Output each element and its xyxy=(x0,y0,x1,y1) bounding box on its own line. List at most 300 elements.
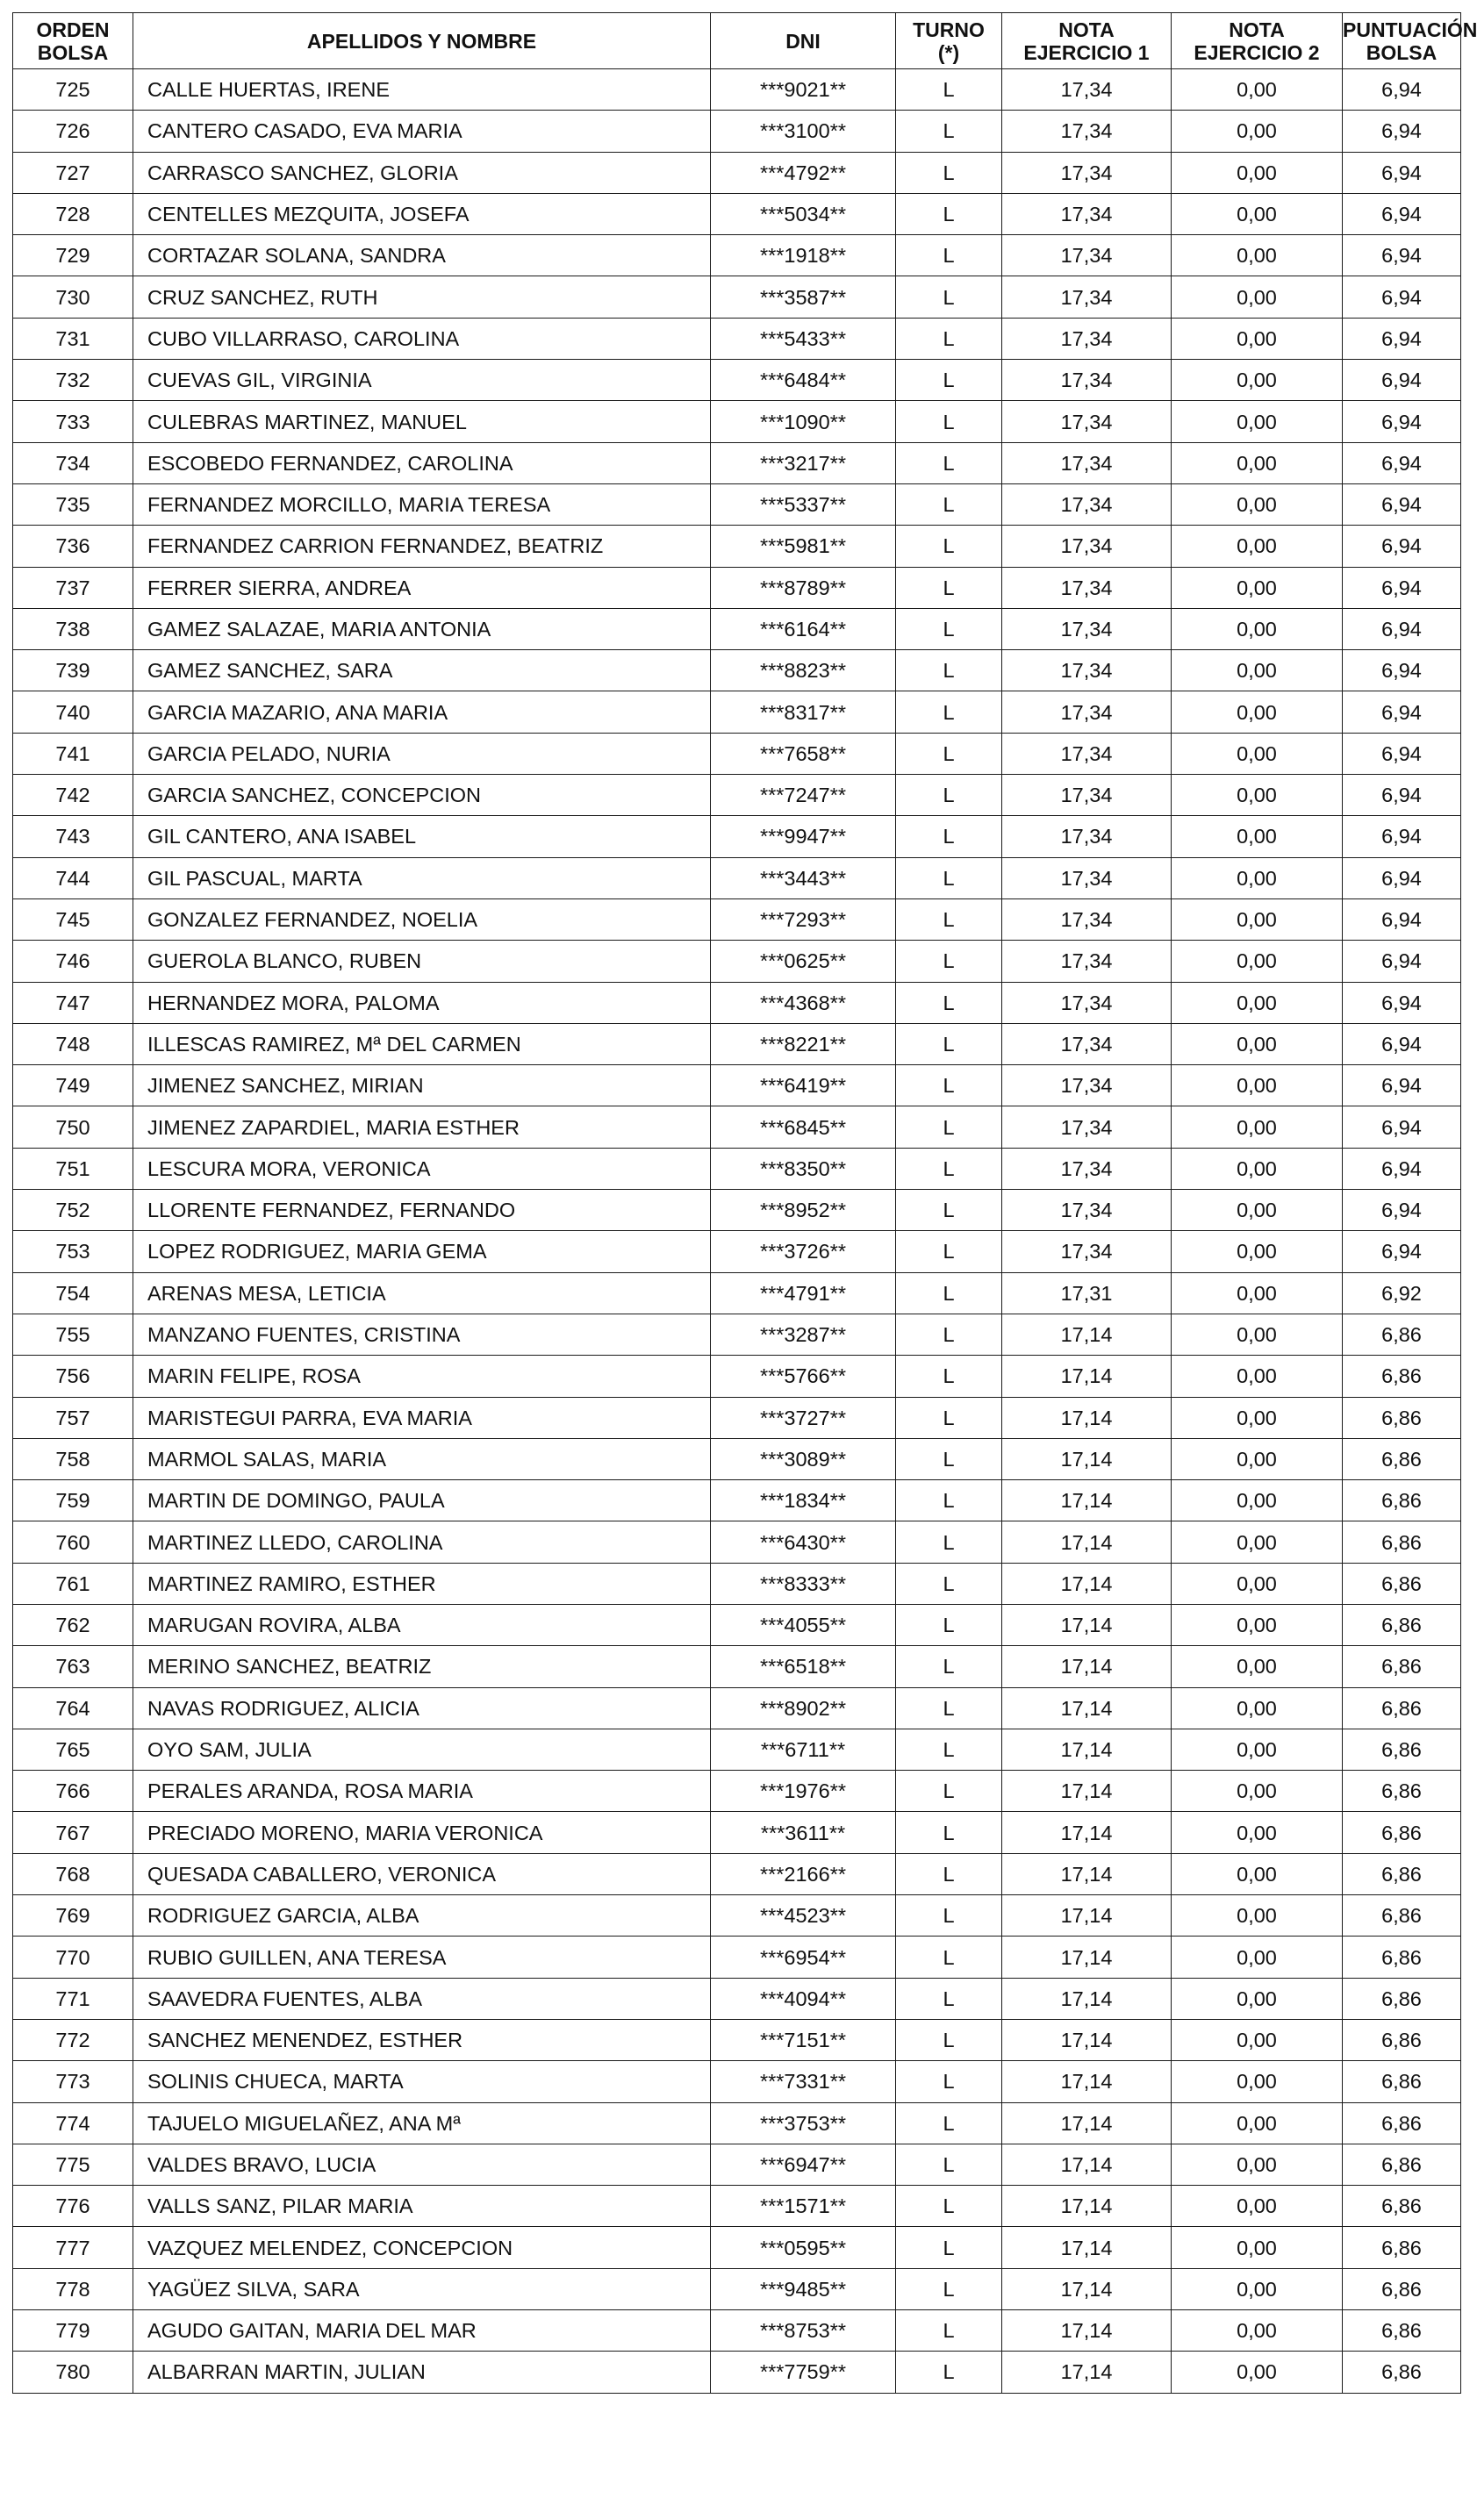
cell-dni: ***8221** xyxy=(711,1023,896,1064)
cell-nota-ejercicio-1: 17,31 xyxy=(1002,1272,1172,1314)
cell-orden: 770 xyxy=(13,1937,133,1978)
cell-puntuacion-bolsa: 6,94 xyxy=(1343,567,1461,608)
cell-nota-ejercicio-2: 0,00 xyxy=(1172,111,1343,152)
cell-puntuacion-bolsa: 6,86 xyxy=(1343,1356,1461,1397)
cell-turno: L xyxy=(896,276,1002,318)
cell-dni: ***8952** xyxy=(711,1190,896,1231)
cell-dni: ***6845** xyxy=(711,1106,896,1148)
cell-nota-ejercicio-2: 0,00 xyxy=(1172,1023,1343,1064)
cell-turno: L xyxy=(896,193,1002,234)
cell-nombre: GIL CANTERO, ANA ISABEL xyxy=(133,816,711,857)
cell-nombre: VAZQUEZ MELENDEZ, CONCEPCION xyxy=(133,2227,711,2268)
cell-puntuacion-bolsa: 6,94 xyxy=(1343,857,1461,898)
table-row xyxy=(13,982,1461,1023)
cell-turno: L xyxy=(896,1853,1002,1894)
cell-puntuacion-bolsa: 6,94 xyxy=(1343,193,1461,234)
cell-nota-ejercicio-2: 0,00 xyxy=(1172,1937,1343,1978)
cell-nombre: SAAVEDRA FUENTES, ALBA xyxy=(133,1978,711,2019)
cell-nota-ejercicio-1: 17,34 xyxy=(1002,1065,1172,1106)
cell-turno: L xyxy=(896,1397,1002,1438)
cell-nombre: CULEBRAS MARTINEZ, MANUEL xyxy=(133,401,711,442)
cell-dni: ***6711** xyxy=(711,1729,896,1770)
cell-dni: ***8753** xyxy=(711,2310,896,2352)
cell-nota-ejercicio-2: 0,00 xyxy=(1172,2144,1343,2185)
cell-turno: L xyxy=(896,1438,1002,1479)
cell-dni: ***1090** xyxy=(711,401,896,442)
cell-orden: 762 xyxy=(13,1604,133,1645)
table-row xyxy=(13,2019,1461,2060)
cell-nota-ejercicio-2: 0,00 xyxy=(1172,1646,1343,1687)
cell-nota-ejercicio-1: 17,14 xyxy=(1002,1729,1172,1770)
cell-orden: 740 xyxy=(13,691,133,733)
cell-puntuacion-bolsa: 6,94 xyxy=(1343,691,1461,733)
cell-nota-ejercicio-2: 0,00 xyxy=(1172,1895,1343,1937)
cell-orden: 726 xyxy=(13,111,133,152)
cell-orden: 739 xyxy=(13,650,133,691)
cell-orden: 766 xyxy=(13,1771,133,1812)
cell-nota-ejercicio-2: 0,00 xyxy=(1172,1314,1343,1355)
header-nota-ejercicio-1: NOTA EJERCICIO 1 xyxy=(1002,13,1172,69)
cell-nota-ejercicio-1: 17,14 xyxy=(1002,2186,1172,2227)
cell-turno: L xyxy=(896,1231,1002,1272)
cell-turno: L xyxy=(896,1937,1002,1978)
cell-dni: ***6484** xyxy=(711,360,896,401)
table-row xyxy=(13,1771,1461,1812)
cell-dni: ***6164** xyxy=(711,608,896,649)
cell-nombre: ARENAS MESA, LETICIA xyxy=(133,1272,711,1314)
cell-turno: L xyxy=(896,2019,1002,2060)
cell-turno: L xyxy=(896,235,1002,276)
header-turno: TURNO (*) xyxy=(896,13,1002,69)
cell-nota-ejercicio-2: 0,00 xyxy=(1172,1480,1343,1521)
cell-nota-ejercicio-1: 17,34 xyxy=(1002,235,1172,276)
cell-puntuacion-bolsa: 6,94 xyxy=(1343,650,1461,691)
cell-nota-ejercicio-2: 0,00 xyxy=(1172,816,1343,857)
cell-nota-ejercicio-1: 17,14 xyxy=(1002,2227,1172,2268)
cell-nombre: HERNANDEZ MORA, PALOMA xyxy=(133,982,711,1023)
cell-dni: ***1571** xyxy=(711,2186,896,2227)
cell-nombre: PERALES ARANDA, ROSA MARIA xyxy=(133,1771,711,1812)
cell-nota-ejercicio-2: 0,00 xyxy=(1172,1356,1343,1397)
cell-puntuacion-bolsa: 6,94 xyxy=(1343,1065,1461,1106)
cell-puntuacion-bolsa: 6,94 xyxy=(1343,941,1461,982)
cell-nota-ejercicio-1: 17,14 xyxy=(1002,1812,1172,1853)
cell-puntuacion-bolsa: 6,86 xyxy=(1343,1438,1461,1479)
cell-nombre: RODRIGUEZ GARCIA, ALBA xyxy=(133,1895,711,1937)
cell-orden: 743 xyxy=(13,816,133,857)
table-row xyxy=(13,1853,1461,1894)
table-row xyxy=(13,2310,1461,2352)
cell-nombre: GARCIA MAZARIO, ANA MARIA xyxy=(133,691,711,733)
cell-puntuacion-bolsa: 6,86 xyxy=(1343,2352,1461,2393)
cell-orden: 732 xyxy=(13,360,133,401)
table-row xyxy=(13,1978,1461,2019)
cell-nota-ejercicio-1: 17,34 xyxy=(1002,401,1172,442)
cell-orden: 760 xyxy=(13,1521,133,1563)
cell-nota-ejercicio-1: 17,34 xyxy=(1002,360,1172,401)
cell-puntuacion-bolsa: 6,94 xyxy=(1343,898,1461,940)
cell-dni: ***6947** xyxy=(711,2144,896,2185)
cell-dni: ***5034** xyxy=(711,193,896,234)
cell-nota-ejercicio-1: 17,14 xyxy=(1002,2268,1172,2309)
cell-nota-ejercicio-1: 17,14 xyxy=(1002,1646,1172,1687)
table-row xyxy=(13,733,1461,774)
table-row xyxy=(13,1687,1461,1729)
cell-nombre: LOPEZ RODRIGUEZ, MARIA GEMA xyxy=(133,1231,711,1272)
cell-nota-ejercicio-2: 0,00 xyxy=(1172,691,1343,733)
cell-orden: 763 xyxy=(13,1646,133,1687)
cell-nota-ejercicio-2: 0,00 xyxy=(1172,2186,1343,2227)
cell-nota-ejercicio-1: 17,14 xyxy=(1002,1771,1172,1812)
table-row xyxy=(13,2186,1461,2227)
cell-nota-ejercicio-1: 17,34 xyxy=(1002,857,1172,898)
table-row xyxy=(13,276,1461,318)
cell-turno: L xyxy=(896,1065,1002,1106)
cell-nombre: JIMENEZ ZAPARDIEL, MARIA ESTHER xyxy=(133,1106,711,1148)
cell-turno: L xyxy=(896,1190,1002,1231)
cell-puntuacion-bolsa: 6,86 xyxy=(1343,1895,1461,1937)
cell-orden: 775 xyxy=(13,2144,133,2185)
cell-puntuacion-bolsa: 6,94 xyxy=(1343,1190,1461,1231)
cell-puntuacion-bolsa: 6,94 xyxy=(1343,608,1461,649)
cell-turno: L xyxy=(896,69,1002,111)
cell-turno: L xyxy=(896,1314,1002,1355)
cell-nota-ejercicio-2: 0,00 xyxy=(1172,401,1343,442)
cell-turno: L xyxy=(896,1895,1002,1937)
cell-nota-ejercicio-2: 0,00 xyxy=(1172,1978,1343,2019)
table-row xyxy=(13,2061,1461,2102)
cell-nota-ejercicio-2: 0,00 xyxy=(1172,2352,1343,2393)
cell-orden: 776 xyxy=(13,2186,133,2227)
cell-nota-ejercicio-2: 0,00 xyxy=(1172,2061,1343,2102)
table-row xyxy=(13,360,1461,401)
cell-nombre: GARCIA SANCHEZ, CONCEPCION xyxy=(133,775,711,816)
cell-dni: ***6419** xyxy=(711,1065,896,1106)
table-row xyxy=(13,898,1461,940)
table-row xyxy=(13,483,1461,525)
cell-nota-ejercicio-2: 0,00 xyxy=(1172,1771,1343,1812)
cell-orden: 730 xyxy=(13,276,133,318)
cell-nota-ejercicio-1: 17,14 xyxy=(1002,2061,1172,2102)
cell-turno: L xyxy=(896,360,1002,401)
cell-turno: L xyxy=(896,2102,1002,2144)
cell-turno: L xyxy=(896,2186,1002,2227)
table-row xyxy=(13,1065,1461,1106)
cell-orden: 764 xyxy=(13,1687,133,1729)
cell-nota-ejercicio-2: 0,00 xyxy=(1172,2268,1343,2309)
cell-puntuacion-bolsa: 6,94 xyxy=(1343,360,1461,401)
cell-turno: L xyxy=(896,2144,1002,2185)
cell-puntuacion-bolsa: 6,94 xyxy=(1343,733,1461,774)
cell-dni: ***5337** xyxy=(711,483,896,525)
cell-puntuacion-bolsa: 6,94 xyxy=(1343,69,1461,111)
cell-orden: 778 xyxy=(13,2268,133,2309)
cell-nombre: PRECIADO MORENO, MARIA VERONICA xyxy=(133,1812,711,1853)
cell-turno: L xyxy=(896,2352,1002,2393)
cell-nota-ejercicio-2: 0,00 xyxy=(1172,1853,1343,1894)
cell-nota-ejercicio-2: 0,00 xyxy=(1172,775,1343,816)
cell-turno: L xyxy=(896,2310,1002,2352)
cell-nombre: CUBO VILLARRASO, CAROLINA xyxy=(133,318,711,359)
table-row xyxy=(13,1231,1461,1272)
cell-dni: ***7331** xyxy=(711,2061,896,2102)
cell-orden: 772 xyxy=(13,2019,133,2060)
cell-nota-ejercicio-1: 17,14 xyxy=(1002,1438,1172,1479)
cell-nombre: FERNANDEZ CARRION FERNANDEZ, BEATRIZ xyxy=(133,526,711,567)
cell-orden: 777 xyxy=(13,2227,133,2268)
cell-nota-ejercicio-1: 17,14 xyxy=(1002,1604,1172,1645)
table-row xyxy=(13,2102,1461,2144)
cell-dni: ***5981** xyxy=(711,526,896,567)
cell-nombre: MANZANO FUENTES, CRISTINA xyxy=(133,1314,711,1355)
cell-turno: L xyxy=(896,567,1002,608)
cell-orden: 769 xyxy=(13,1895,133,1937)
cell-nota-ejercicio-2: 0,00 xyxy=(1172,1687,1343,1729)
cell-turno: L xyxy=(896,857,1002,898)
cell-puntuacion-bolsa: 6,86 xyxy=(1343,1853,1461,1894)
cell-nota-ejercicio-2: 0,00 xyxy=(1172,2310,1343,2352)
cell-nombre: MARTIN DE DOMINGO, PAULA xyxy=(133,1480,711,1521)
cell-dni: ***3753** xyxy=(711,2102,896,2144)
cell-nota-ejercicio-1: 17,14 xyxy=(1002,1397,1172,1438)
cell-nombre: CRUZ SANCHEZ, RUTH xyxy=(133,276,711,318)
table-row xyxy=(13,2268,1461,2309)
cell-dni: ***3587** xyxy=(711,276,896,318)
cell-dni: ***5433** xyxy=(711,318,896,359)
cell-nota-ejercicio-1: 17,14 xyxy=(1002,1978,1172,2019)
cell-nota-ejercicio-2: 0,00 xyxy=(1172,1397,1343,1438)
cell-puntuacion-bolsa: 6,86 xyxy=(1343,1397,1461,1438)
cell-orden: 727 xyxy=(13,152,133,193)
cell-nota-ejercicio-1: 17,34 xyxy=(1002,193,1172,234)
table-row xyxy=(13,318,1461,359)
cell-nota-ejercicio-2: 0,00 xyxy=(1172,318,1343,359)
cell-dni: ***8789** xyxy=(711,567,896,608)
cell-puntuacion-bolsa: 6,86 xyxy=(1343,2268,1461,2309)
cell-dni: ***4094** xyxy=(711,1978,896,2019)
cell-nota-ejercicio-1: 17,14 xyxy=(1002,1687,1172,1729)
cell-nota-ejercicio-1: 17,14 xyxy=(1002,1356,1172,1397)
cell-nombre: FERRER SIERRA, ANDREA xyxy=(133,567,711,608)
cell-nota-ejercicio-1: 17,34 xyxy=(1002,442,1172,483)
cell-dni: ***1918** xyxy=(711,235,896,276)
cell-orden: 753 xyxy=(13,1231,133,1272)
cell-turno: L xyxy=(896,1272,1002,1314)
cell-nota-ejercicio-1: 17,14 xyxy=(1002,2352,1172,2393)
cell-dni: ***6954** xyxy=(711,1937,896,1978)
cell-nota-ejercicio-1: 17,34 xyxy=(1002,775,1172,816)
cell-dni: ***8317** xyxy=(711,691,896,733)
cell-nombre: SOLINIS CHUECA, MARTA xyxy=(133,2061,711,2102)
cell-puntuacion-bolsa: 6,94 xyxy=(1343,1148,1461,1189)
cell-dni: ***9021** xyxy=(711,69,896,111)
cell-nota-ejercicio-2: 0,00 xyxy=(1172,483,1343,525)
cell-dni: ***3727** xyxy=(711,1397,896,1438)
cell-puntuacion-bolsa: 6,86 xyxy=(1343,1729,1461,1770)
table-row xyxy=(13,1729,1461,1770)
cell-orden: 750 xyxy=(13,1106,133,1148)
cell-nota-ejercicio-2: 0,00 xyxy=(1172,2227,1343,2268)
cell-nombre: MARUGAN ROVIRA, ALBA xyxy=(133,1604,711,1645)
table-row xyxy=(13,1937,1461,1978)
cell-puntuacion-bolsa: 6,94 xyxy=(1343,483,1461,525)
cell-puntuacion-bolsa: 6,94 xyxy=(1343,775,1461,816)
cell-nombre: SANCHEZ MENENDEZ, ESTHER xyxy=(133,2019,711,2060)
cell-orden: 728 xyxy=(13,193,133,234)
cell-orden: 736 xyxy=(13,526,133,567)
cell-orden: 774 xyxy=(13,2102,133,2144)
cell-turno: L xyxy=(896,1687,1002,1729)
cell-puntuacion-bolsa: 6,94 xyxy=(1343,1023,1461,1064)
cell-nota-ejercicio-1: 17,34 xyxy=(1002,483,1172,525)
cell-dni: ***4055** xyxy=(711,1604,896,1645)
cell-orden: 744 xyxy=(13,857,133,898)
cell-dni: ***7293** xyxy=(711,898,896,940)
cell-nota-ejercicio-1: 17,34 xyxy=(1002,69,1172,111)
cell-nota-ejercicio-2: 0,00 xyxy=(1172,360,1343,401)
cell-puntuacion-bolsa: 6,94 xyxy=(1343,318,1461,359)
cell-nota-ejercicio-2: 0,00 xyxy=(1172,982,1343,1023)
cell-nota-ejercicio-2: 0,00 xyxy=(1172,1729,1343,1770)
cell-puntuacion-bolsa: 6,86 xyxy=(1343,1646,1461,1687)
table-row xyxy=(13,1480,1461,1521)
cell-turno: L xyxy=(896,691,1002,733)
cell-nota-ejercicio-2: 0,00 xyxy=(1172,69,1343,111)
cell-dni: ***7658** xyxy=(711,733,896,774)
cell-orden: 765 xyxy=(13,1729,133,1770)
table-row xyxy=(13,1148,1461,1189)
cell-nota-ejercicio-1: 17,34 xyxy=(1002,733,1172,774)
cell-puntuacion-bolsa: 6,94 xyxy=(1343,1106,1461,1148)
cell-nombre: LLORENTE FERNANDEZ, FERNANDO xyxy=(133,1190,711,1231)
cell-puntuacion-bolsa: 6,94 xyxy=(1343,1231,1461,1272)
cell-nota-ejercicio-1: 17,34 xyxy=(1002,111,1172,152)
cell-puntuacion-bolsa: 6,94 xyxy=(1343,401,1461,442)
cell-turno: L xyxy=(896,1978,1002,2019)
cell-nota-ejercicio-1: 17,34 xyxy=(1002,152,1172,193)
cell-puntuacion-bolsa: 6,86 xyxy=(1343,2310,1461,2352)
cell-nota-ejercicio-2: 0,00 xyxy=(1172,608,1343,649)
table-row xyxy=(13,193,1461,234)
cell-puntuacion-bolsa: 6,86 xyxy=(1343,1521,1461,1563)
cell-orden: 779 xyxy=(13,2310,133,2352)
cell-nota-ejercicio-1: 17,34 xyxy=(1002,816,1172,857)
cell-orden: 746 xyxy=(13,941,133,982)
cell-nota-ejercicio-2: 0,00 xyxy=(1172,650,1343,691)
cell-turno: L xyxy=(896,526,1002,567)
cell-puntuacion-bolsa: 6,86 xyxy=(1343,2061,1461,2102)
table-row xyxy=(13,1106,1461,1148)
cell-orden: 734 xyxy=(13,442,133,483)
cell-orden: 771 xyxy=(13,1978,133,2019)
cell-nombre: TAJUELO MIGUELAÑEZ, ANA Mª xyxy=(133,2102,711,2144)
cell-orden: 741 xyxy=(13,733,133,774)
cell-nota-ejercicio-2: 0,00 xyxy=(1172,898,1343,940)
cell-puntuacion-bolsa: 6,86 xyxy=(1343,1812,1461,1853)
cell-puntuacion-bolsa: 6,86 xyxy=(1343,1563,1461,1604)
cell-orden: 738 xyxy=(13,608,133,649)
cell-nota-ejercicio-1: 17,14 xyxy=(1002,2019,1172,2060)
cell-nota-ejercicio-1: 17,14 xyxy=(1002,1937,1172,1978)
cell-dni: ***3089** xyxy=(711,1438,896,1479)
table-row xyxy=(13,816,1461,857)
table-row xyxy=(13,1272,1461,1314)
cell-puntuacion-bolsa: 6,94 xyxy=(1343,235,1461,276)
cell-nota-ejercicio-2: 0,00 xyxy=(1172,1438,1343,1479)
cell-nombre: ILLESCAS RAMIREZ, Mª DEL CARMEN xyxy=(133,1023,711,1064)
cell-dni: ***3287** xyxy=(711,1314,896,1355)
cell-nota-ejercicio-1: 17,14 xyxy=(1002,2310,1172,2352)
cell-orden: 745 xyxy=(13,898,133,940)
cell-dni: ***5766** xyxy=(711,1356,896,1397)
cell-dni: ***7247** xyxy=(711,775,896,816)
cell-nombre: JIMENEZ SANCHEZ, MIRIAN xyxy=(133,1065,711,1106)
table-row xyxy=(13,235,1461,276)
cell-turno: L xyxy=(896,650,1002,691)
cell-turno: L xyxy=(896,733,1002,774)
cell-nota-ejercicio-1: 17,34 xyxy=(1002,1231,1172,1272)
cell-nombre: AGUDO GAITAN, MARIA DEL MAR xyxy=(133,2310,711,2352)
cell-dni: ***8350** xyxy=(711,1148,896,1189)
table-row xyxy=(13,567,1461,608)
table-row xyxy=(13,608,1461,649)
table-row xyxy=(13,526,1461,567)
results-table xyxy=(12,12,1477,2394)
cell-nota-ejercicio-2: 0,00 xyxy=(1172,567,1343,608)
cell-nombre: GAMEZ SANCHEZ, SARA xyxy=(133,650,711,691)
cell-nota-ejercicio-2: 0,00 xyxy=(1172,733,1343,774)
cell-orden: 756 xyxy=(13,1356,133,1397)
cell-nombre: GARCIA PELADO, NURIA xyxy=(133,733,711,774)
cell-nota-ejercicio-1: 17,14 xyxy=(1002,1853,1172,1894)
cell-dni: ***2166** xyxy=(711,1853,896,1894)
cell-orden: 742 xyxy=(13,775,133,816)
cell-turno: L xyxy=(896,2227,1002,2268)
cell-turno: L xyxy=(896,2061,1002,2102)
cell-orden: 749 xyxy=(13,1065,133,1106)
cell-nota-ejercicio-1: 17,34 xyxy=(1002,276,1172,318)
cell-orden: 735 xyxy=(13,483,133,525)
cell-nota-ejercicio-1: 17,34 xyxy=(1002,1190,1172,1231)
table-row xyxy=(13,1812,1461,1853)
cell-nombre: GIL PASCUAL, MARTA xyxy=(133,857,711,898)
cell-puntuacion-bolsa: 6,94 xyxy=(1343,526,1461,567)
cell-nombre: GUEROLA BLANCO, RUBEN xyxy=(133,941,711,982)
cell-nota-ejercicio-1: 17,34 xyxy=(1002,567,1172,608)
table-row xyxy=(13,857,1461,898)
cell-nombre: ALBARRAN MARTIN, JULIAN xyxy=(133,2352,711,2393)
table-row xyxy=(13,1563,1461,1604)
table-row xyxy=(13,2352,1461,2393)
cell-turno: L xyxy=(896,1646,1002,1687)
cell-orden: 768 xyxy=(13,1853,133,1894)
table-row xyxy=(13,152,1461,193)
table-row xyxy=(13,1521,1461,1563)
cell-orden: 755 xyxy=(13,1314,133,1355)
cell-nota-ejercicio-1: 17,14 xyxy=(1002,1563,1172,1604)
table-row xyxy=(13,1895,1461,1937)
cell-nombre: CORTAZAR SOLANA, SANDRA xyxy=(133,235,711,276)
cell-dni: ***4368** xyxy=(711,982,896,1023)
cell-turno: L xyxy=(896,1148,1002,1189)
cell-orden: 780 xyxy=(13,2352,133,2393)
header-orden-bolsa: ORDEN BOLSA xyxy=(13,13,133,69)
cell-orden: 754 xyxy=(13,1272,133,1314)
table-row xyxy=(13,1023,1461,1064)
cell-turno: L xyxy=(896,608,1002,649)
cell-turno: L xyxy=(896,1771,1002,1812)
cell-nota-ejercicio-2: 0,00 xyxy=(1172,1190,1343,1231)
